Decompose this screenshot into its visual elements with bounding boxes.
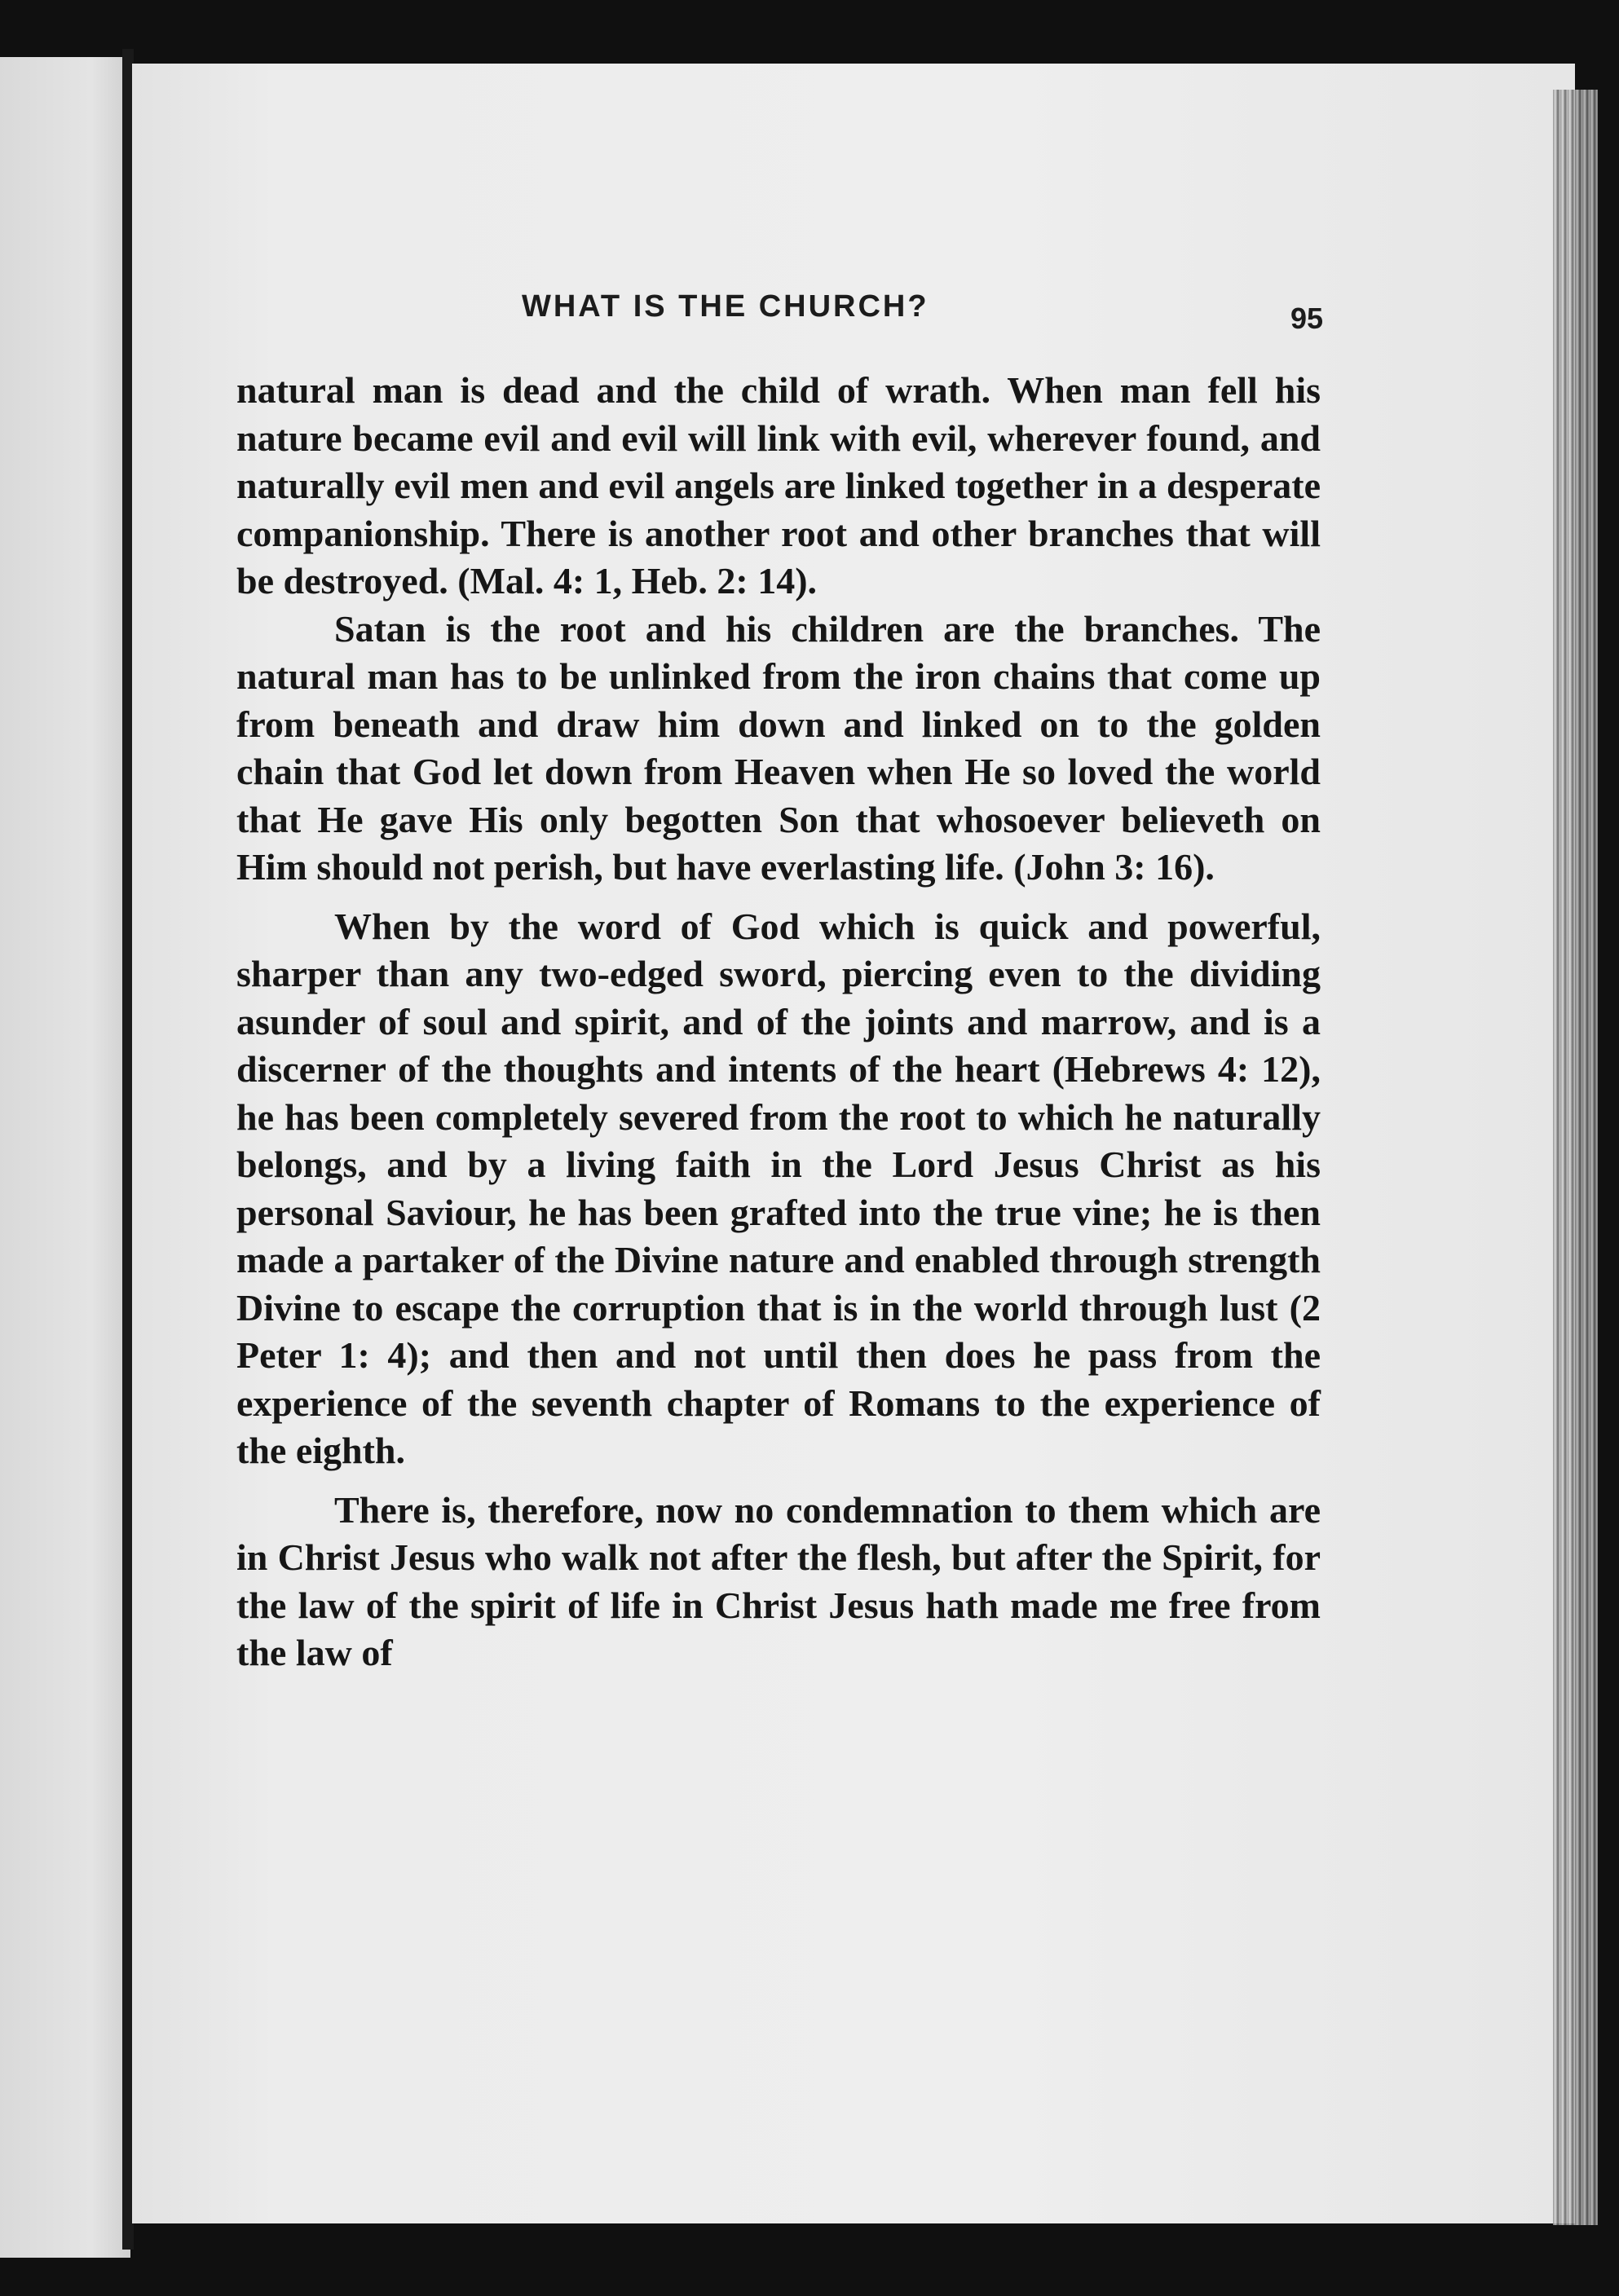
page-stack-edge — [1553, 90, 1598, 2225]
paragraph-4: There is, therefore, now no condemnation to them which are in Christ Jesus who walk not after the flesh, but after the Spirit, for the law of the spirit of life in Christ Jesus hath made me free from the law of — [236, 1488, 1321, 1673]
running-title: WHAT IS THE CHURCH? — [522, 289, 929, 324]
page-number: 95 — [1290, 302, 1324, 335]
facing-page-edge — [0, 57, 130, 2258]
paragraph-2: Satan is the root and his children are the branches. The natural man has to be unlinked from the iron chains that come up from beneath and draw him down and linked on to the golden chain that God let down from Heaven when He so loved the world that He gave His only begotten Son that whosoever believeth on Him should not perish, but have everlasting life. (John 3: 16). — [236, 607, 1321, 888]
body-text — [236, 367, 1321, 1677]
paragraph-1: natural man is dead and the child of wrath. When man fell his nature became evil and evil will link with evil, wherever found, and naturally evil men and evil angels are linked together in a desperate companionship. There is another root and other branches that will be destroyed. (Mal. 4: 1, Heb. 2: 14). — [236, 369, 1321, 602]
paragraph-3: When by the word of God which is quick and powerful, sharper than any two-edged sword, piercing even to the dividing asunder of soul and spirit, and of the joints and marrow, and is a discerner of the thoughts and intents of the heart (Hebrews 4: 12), he has been completely severed from the root to which he naturally belongs, and by a living faith in the Lord Jesus Christ as his personal Saviour, he has been grafted into the true vine; he is then made a partaker of the Divine nature and enabled through strength Divine to escape the corruption that is in the world through lust (2 Peter 1: 4); and then and not until then does he pass from the experience of the seventh chapter of Romans to the experience of the eighth. — [236, 905, 1321, 1471]
